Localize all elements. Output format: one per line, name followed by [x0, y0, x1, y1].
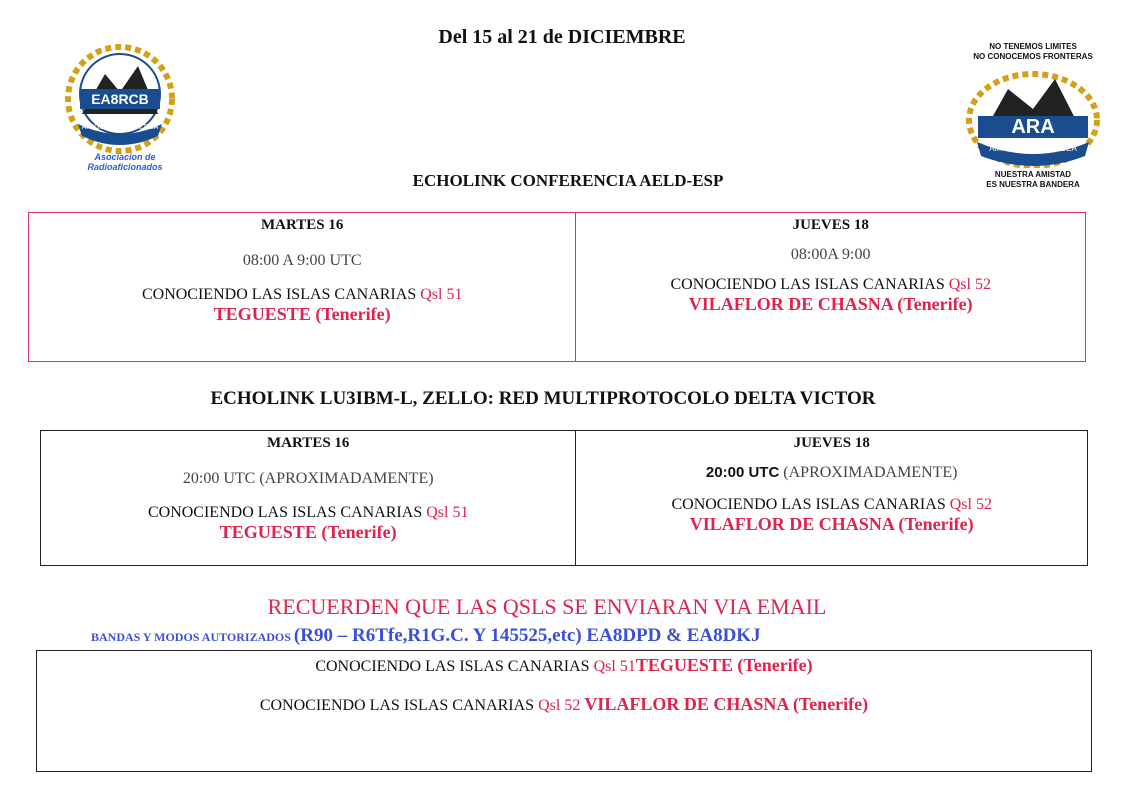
time-label: 20:00 UTC (APROXIMADAMENTE) [182, 470, 434, 487]
topic-line [576, 276, 1085, 294]
bands-label: BANDAS Y MODOS AUTORIZADOS [91, 630, 294, 644]
section2-heading: ECHOLINK LU3IBM-L, ZELLO: RED MULTIPROTOCOLO DELTA VICTOR [210, 388, 876, 409]
topic-line [576, 496, 1087, 514]
logo-caption: Asociacion de Radioaficionados [87, 152, 163, 172]
topic-text: CONOCIENDO LAS ISLAS CANARIAS [147, 504, 427, 521]
day-label: JUEVES 18 [793, 435, 870, 451]
summary-line-2 [37, 694, 1091, 715]
schedule-cell-jueves [576, 213, 1086, 362]
summary-line-1 [37, 655, 1091, 676]
logo-ribbon: AMIGOS RADIO ALDEA [81, 124, 159, 131]
logo-bottom-line2: ES NUESTRA BANDERA [986, 180, 1080, 189]
logo-bottom-line1: NUESTRA AMISTAD [994, 170, 1072, 179]
time-rest: (APROXIMADAMENTE) [779, 464, 958, 481]
topic-text: CONOCIENDO LAS ISLAS CANARIAS [670, 276, 949, 293]
logo-callsign: ARA [1011, 116, 1055, 138]
ara-logo [958, 40, 1108, 190]
qsl-email-reminder: RECUERDEN QUE LAS QSLS SE ENVIARAN VIA EMAIL [267, 594, 827, 619]
schedule-cell-martes [29, 213, 576, 362]
schedule-table-aeld [28, 212, 1086, 362]
bands-value: (R90 – R6Tfe,R1G.C. Y 145525,etc) EA8DPD & EA8DKJ [293, 625, 761, 646]
place-label: VILAFLOR DE CHASNA (Tenerife) [689, 514, 974, 534]
time-bold: 20:00 UTC [705, 464, 780, 481]
schedule-cell-jueves [576, 431, 1088, 566]
place-label: VILAFLOR DE CHASNA (Tenerife) [584, 694, 869, 714]
section1-heading: ECHOLINK CONFERENCIA AELD-ESP [412, 171, 724, 190]
topic-text: CONOCIENDO LAS ISLAS CANARIAS [141, 286, 421, 303]
logo-top-line1: NO TENEMOS LIMITES [989, 42, 1077, 51]
qsl-label: Qsl 52 [538, 697, 585, 714]
schedule-cell-martes [41, 431, 576, 566]
day-label: MARTES 16 [261, 217, 344, 233]
logo-top-line2: NO CONOCEMOS FRONTERAS [973, 52, 1093, 61]
ea8rcb-logo [60, 44, 180, 174]
qsl-label: Qsl 52 [949, 496, 992, 513]
topic-text: CONOCIENDO LAS ISLAS CANARIAS [259, 697, 539, 714]
logo-ribbon: AMIGOS RADIO ALDEA [989, 144, 1077, 153]
place-label: TEGUESTE (Tenerife) [219, 522, 397, 542]
qsl-label: Qsl 51 [426, 504, 469, 521]
place-label: TEGUESTE (Tenerife) [635, 655, 813, 675]
place-label: TEGUESTE (Tenerife) [213, 304, 391, 324]
day-label: MARTES 16 [267, 435, 350, 451]
day-label: JUEVES 18 [792, 217, 869, 233]
topic-line [41, 504, 575, 522]
time-label: 08:00 A 9:00 UTC [242, 252, 362, 269]
qsl-label: Qsl 52 [948, 276, 991, 293]
qsl-label: Qsl 51 [593, 658, 636, 675]
schedule-table-delta-victor [40, 430, 1088, 566]
topic-text: CONOCIENDO LAS ISLAS CANARIAS [671, 496, 950, 513]
topic-text: CONOCIENDO LAS ISLAS CANARIAS [315, 658, 594, 675]
time-label: 08:00A 9:00 [790, 246, 871, 263]
logo-callsign: EA8RCB [91, 91, 149, 107]
page-title: Del 15 al 21 de DICIEMBRE [438, 26, 686, 48]
summary-box [36, 650, 1092, 772]
bands-line [91, 625, 761, 647]
topic-line [29, 286, 575, 304]
qsl-label: Qsl 51 [420, 286, 463, 303]
time-line [576, 464, 1087, 482]
place-label: VILAFLOR DE CHASNA (Tenerife) [688, 294, 973, 314]
